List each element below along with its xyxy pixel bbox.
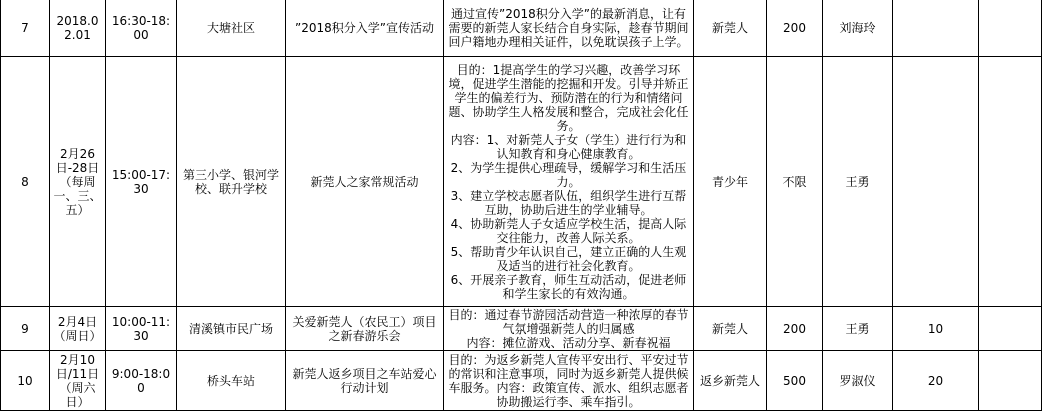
content-line: 内容：1、对新莞人子女（学生）进行行为和认知教育和身心健康教育。: [450, 132, 687, 161]
cell-content: [444, 351, 694, 411]
cell-extra-1: [893, 0, 979, 57]
cell-count: 不限: [767, 57, 823, 307]
cell-location: 清溪镇市民广场: [177, 307, 286, 351]
cell-target: 新莞人: [694, 307, 767, 351]
cell-no: 7: [1, 0, 50, 57]
cell-no: 9: [1, 307, 50, 351]
content-line: 2、为学生提供心理疏导，缓解学习和生活压力。: [450, 160, 687, 189]
cell-no: 10: [1, 351, 50, 411]
content-line: 目的：通过春节游园活动营造一种浓厚的春节气氛增强新莞人的归属感: [448, 307, 689, 336]
cell-contact: 罗淑仪: [823, 351, 893, 411]
table-row: [1, 0, 1042, 57]
content-line: 目的：为返乡新莞人宣传平安出行、平安过节的常识和注意事项，同时为返乡新莞人提供候车服务。内容：政策宣传、派水、组织志愿者协助搬运行李、乘车指引。: [448, 352, 689, 409]
cell-content: [444, 307, 694, 351]
cell-count: 500: [767, 351, 823, 411]
cell-time: 10:00-11:30: [106, 307, 177, 351]
content-line: 6、开展亲子教育，师生互动活动，促进老师和学生家长的有效沟通。: [450, 272, 687, 301]
cell-contact: 王勇: [823, 57, 893, 307]
cell-date: 2月26日-28日（每周一、三、五）: [50, 57, 106, 307]
cell-target: 青少年: [694, 57, 767, 307]
cell-location: 大塘社区: [177, 0, 286, 57]
cell-time: 9:00-18:00: [106, 351, 177, 411]
content-line: 通过宣传”2018积分入学”的最新消息，让有需要的新莞人家长结合自身实际，趁春节期间回户籍地办理相关证件，以免耽误孩子上学。: [448, 6, 689, 49]
content-line: 4、协助新莞人子女适应学校生活，提高人际交往能力，改善人际关系。: [450, 216, 687, 245]
cell-date: 2月10日/11日（周六日）: [50, 351, 106, 411]
content-line: 内容：摊位游戏、活动分享、新春祝福: [466, 335, 671, 350]
cell-count: 200: [767, 0, 823, 57]
cell-time: 15:00-17:30: [106, 57, 177, 307]
content-line: 目的：1提高学生的学习兴趣，改善学习环境，促进学生潜能的挖掘和开发。引导并矫正学生的偏差行为、预防潜在的行为和情绪问题、协助学生人格发展和整合，完成社会化任务。: [448, 62, 689, 133]
cell-date: 2月4日（周日）: [50, 307, 106, 351]
cell-extra-1: 10: [893, 307, 979, 351]
cell-location: 桥头车站: [177, 351, 286, 411]
table-row: [1, 57, 1042, 307]
table-body: [1, 0, 1042, 411]
content-line: 5、帮助青少年认识自己，建立正确的人生观及适当的进行社会化教育。: [450, 244, 687, 273]
table-row: [1, 307, 1042, 351]
cell-activity: 新莞人之家常规活动: [286, 57, 444, 307]
cell-content: [444, 0, 694, 57]
cell-extra-2: [979, 0, 1042, 57]
cell-extra-2: [979, 57, 1042, 307]
cell-activity: ”2018积分入学”宣传活动: [286, 0, 444, 57]
cell-extra-2: [979, 351, 1042, 411]
cell-contact: 王勇: [823, 307, 893, 351]
cell-target: 新莞人: [694, 0, 767, 57]
cell-time: 16:30-18:00: [106, 0, 177, 57]
cell-no: 8: [1, 57, 50, 307]
cell-extra-1: 20: [893, 351, 979, 411]
cell-activity: 关爱新莞人（农民工）项目之新春游乐会: [286, 307, 444, 351]
cell-contact: 刘海玲: [823, 0, 893, 57]
table-row: [1, 351, 1042, 411]
cell-count: 200: [767, 307, 823, 351]
cell-target: 返乡新莞人: [694, 351, 767, 411]
cell-extra-1: [893, 57, 979, 307]
cell-extra-2: [979, 307, 1042, 351]
cell-content: [444, 57, 694, 307]
cell-date: 2018.02.01: [50, 0, 106, 57]
cell-activity: 新莞人返乡项目之车站爱心行动计划: [286, 351, 444, 411]
content-line: 3、建立学校志愿者队伍，组织学生进行互帮互助，协助后进生的学业辅导。: [450, 188, 687, 217]
cell-location: 第三小学、银河学校、联升学校: [177, 57, 286, 307]
